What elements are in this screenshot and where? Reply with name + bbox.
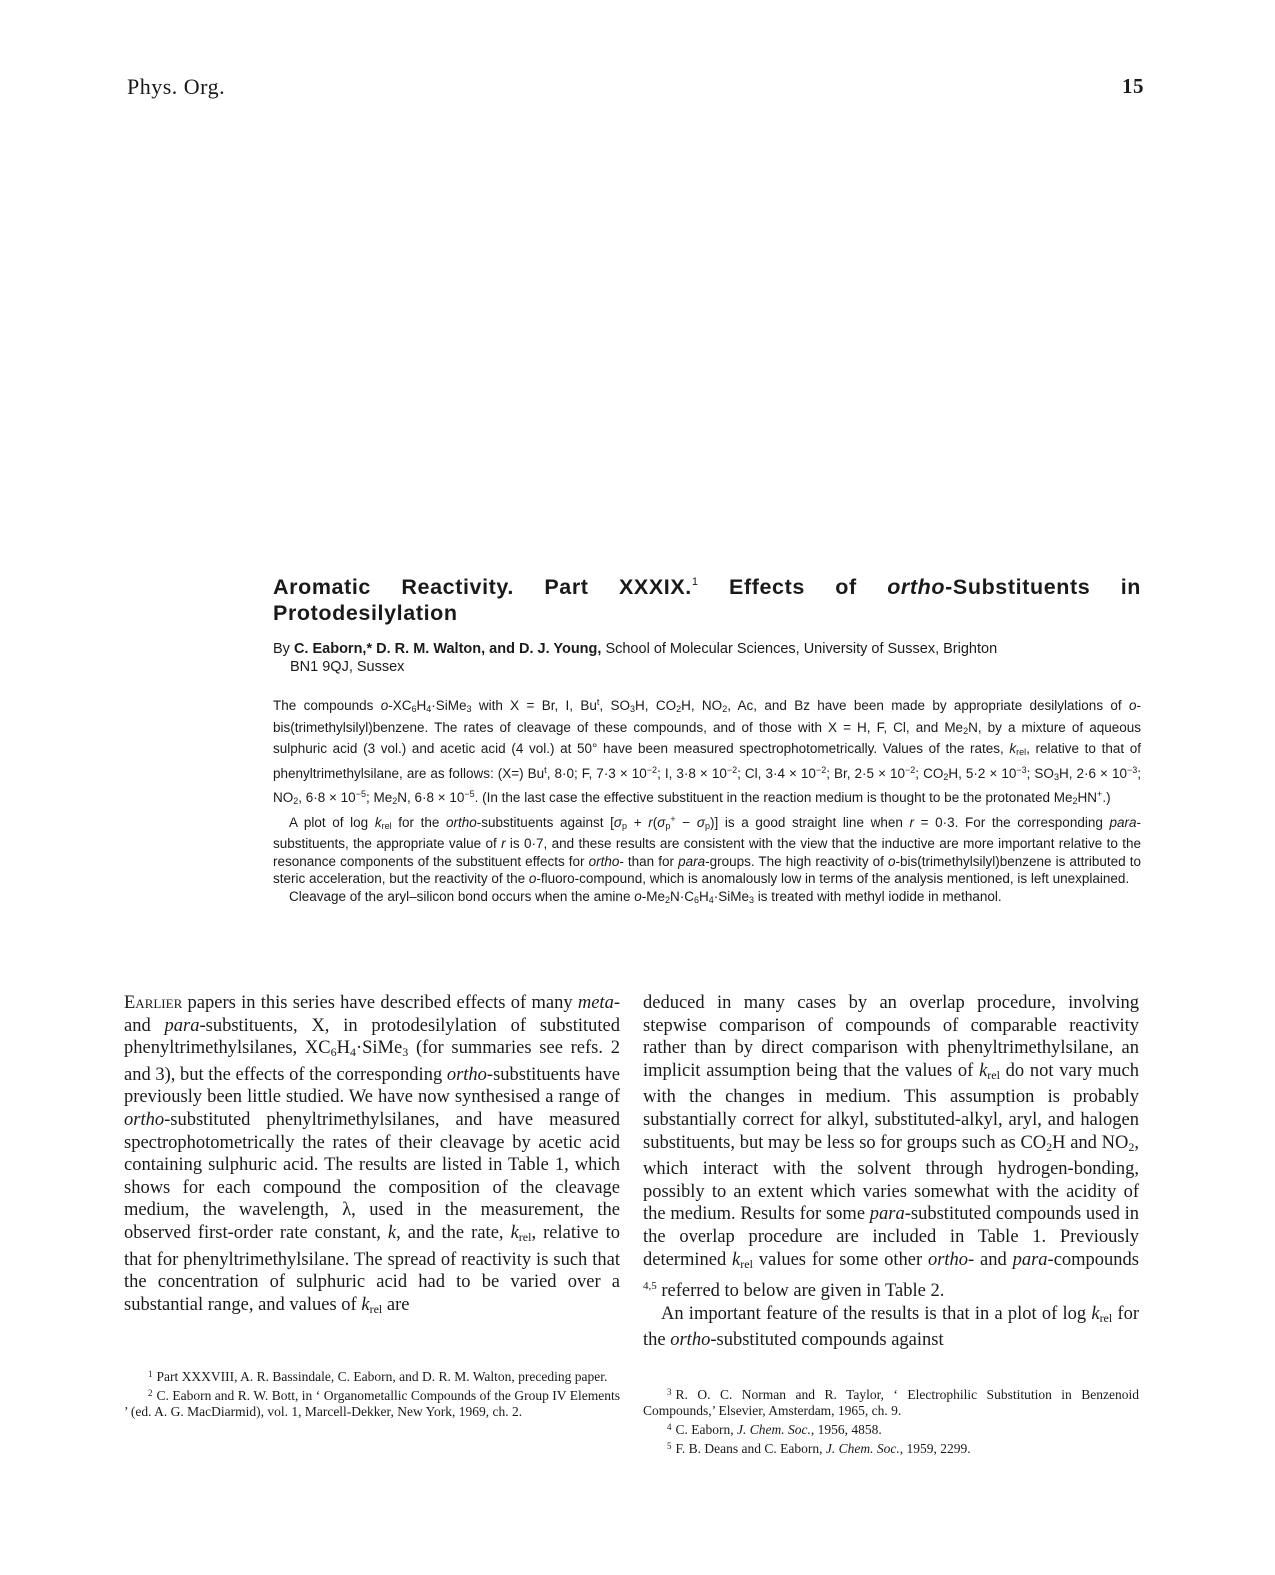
running-head-journal: Phys. Org. xyxy=(127,74,226,99)
body-paragraph: Earlier papers in this series have described effects of many meta- and para-substituents, X, in protodesilylation of substituted phenyltrimethylsilanes, $XC_6H_4\cdot SiMe_3$ (for summaries see refs. 2 and 3), but the effects of the corresponding ortho-substituents have previously been little studied. We have now synthesised a range of ortho-substituted phenyltrimethylsilanes, and have measured spectrophotometrically the rates of their cleavage by acetic acid containing sulphuric acid. The results are listed in Table 1, which shows for each compound the composition of the cleavage medium, the wavelength, λ, used in the measurement, the observed first-order rate constant, k, and the rate, $k_{rel}$, relative to that for phenyltrimethylsilane. The spread of reactivity is such that the concentration of sulphuric acid had to be varied over a substantial range, and values of $k_{rel}$ are xyxy=(124,993,621,1316)
body-paragraph: An important feature of the results is that in a plot of $\log k_{rel}$ for the ortho-substituted compounds against xyxy=(643,1303,1139,1351)
affiliation-line-2: BN1 9QJ, Sussex xyxy=(290,659,405,675)
author-block: By C. Eaborn,* D. R. M. Walton, and D. J. Young, School of Molecular Sciences, University of Sussex, Brighton BN1 9QJ, Sussex xyxy=(273,640,1141,676)
footnote: $^1$ Part XXXVIII, A. R. Bassindale, C. Eaborn, and D. R. M. Walton, preceding paper. xyxy=(148,1369,608,1384)
body-column-left xyxy=(124,992,620,1320)
abstract-paragraph-2: A plot of $\log k_{rel}$ for the ortho-substituents against $[\sigma_p + r(\sigma_p^+ - \sigma_p)]$ is a good straight line when r = 0·3. For the corresponding para-substituents, the appropriate value of r is 0·7, and these results are consistent with the view that the inductive are more important relative to the resonance components of the substituent effects for ortho- than for para-groups. The high reactivity of o-bis(trimethylsilyl)benzene is attributed to steric acceleration, but the reactivity of the o-fluoro-compound, which is anomalously low in terms of the analysis mentioned, is left unexplained. xyxy=(273,813,1142,886)
abstract-paragraph-3: Cleavage of the aryl–silicon bond occurs when the amine $o-Me_2N\cdot C_6H_4\cdot SiMe_3$ is treated with methyl iodide in methanol. xyxy=(289,888,1002,905)
body-column-right xyxy=(643,992,1139,1352)
footnote: $^5$ F. B. Deans and C. Eaborn, J. Chem. Soc., 1959, 2299. xyxy=(667,1441,971,1456)
footnotes-right xyxy=(643,1384,1139,1457)
footnote: $^4$ C. Eaborn, J. Chem. Soc., 1956, 4858. xyxy=(667,1422,882,1437)
abstract xyxy=(273,694,1141,909)
author-names: C. Eaborn,* D. R. M. Walton, and D. J. Young, xyxy=(293,641,602,657)
page-number: 15 xyxy=(1122,74,1144,98)
affiliation: School of Molecular Sciences, University of Sussex, Brighton xyxy=(601,641,998,657)
abstract-paragraph-1: The compounds $o-XC_6H_4\cdot SiMe_3$ with X = Br, I, Bu$^t$, $SO_3H$, $CO_2H$, $NO_2$, Ac, and Bz have been made by appropriate desilylations of o-bis(trimethylsilyl)benzene. The rates of cleavage of these compounds, and of those with X = H, F, Cl, and $Me_2N$, by a mixture of aqueous sulphuric acid (3 vol.) and acetic acid (4 vol.) at 50° have been measured spectrophotometrically. Values of the rates, $k_{rel}$, relative to that of phenyltrimethylsilane, are as follows: (X=) Bu$^t$, 8·0; F, $7\cdot 3 \times 10^{-2}$; I, $3\cdot 8 \times 10^{-2}$; Cl, $3\cdot 4 \times 10^{-2}$; Br, $2\cdot 5 \times 10^{-2}$; $CO_2H$, $5\cdot 2 \times 10^{-3}$; $SO_3H$, $2\cdot 6 \times 10^{-3}$; $NO_2$, $6\cdot 8 \times 10^{-5}$; $Me_2N$, $6\cdot 8 \times 10^{-5}$. (In the last case the effective substituent in the reaction medium is thought to be the protonated $Me_2HN^+$.) xyxy=(273,697,1142,806)
footnote: $^3$ R. O. C. Norman and R. Taylor, ‘ Electrophilic Substitution in Benzenoid Compounds,’ Elsevier, Amsterdam, 1965, ch. 9. xyxy=(643,1387,1139,1418)
footnote: $^2$ C. Eaborn and R. W. Bott, in ‘ Organometallic Compounds of the Group IV Elements ’ (ed. A. G. MacDiarmid), vol. 1, Marcell-Dekker, New York, 1969, ch. 2. xyxy=(124,1388,620,1419)
footnotes-left xyxy=(124,1366,620,1420)
article-title: Aromatic Reactivity. Part XXXIX.$^1$ Effects of ortho-Substituents in Protodesilylation xyxy=(273,575,1142,625)
body-paragraph: deduced in many cases by an overlap procedure, involving stepwise comparison of compounds of comparable reactivity rather than by direct comparison with phenyltrimethylsilane, an implicit assumption being that the values of $k_{rel}$ do not vary much with the changes in medium. This assumption is probably substantially correct for alkyl, substituted-alkyl, aryl, and halogen substituents, but may be less so for groups such as $CO_2H$ and $NO_2$, which interact with the solvent through hydrogen-bonding, possibly to an extent which varies somewhat with the acidity of the medium. Results for some para-substituted compounds used in the overlap procedure are included in Table 1. Previously determined $k_{rel}$ values for some other ortho- and para-compounds $^{4,5}$ referred to below are given in Table 2. xyxy=(643,993,1139,1302)
